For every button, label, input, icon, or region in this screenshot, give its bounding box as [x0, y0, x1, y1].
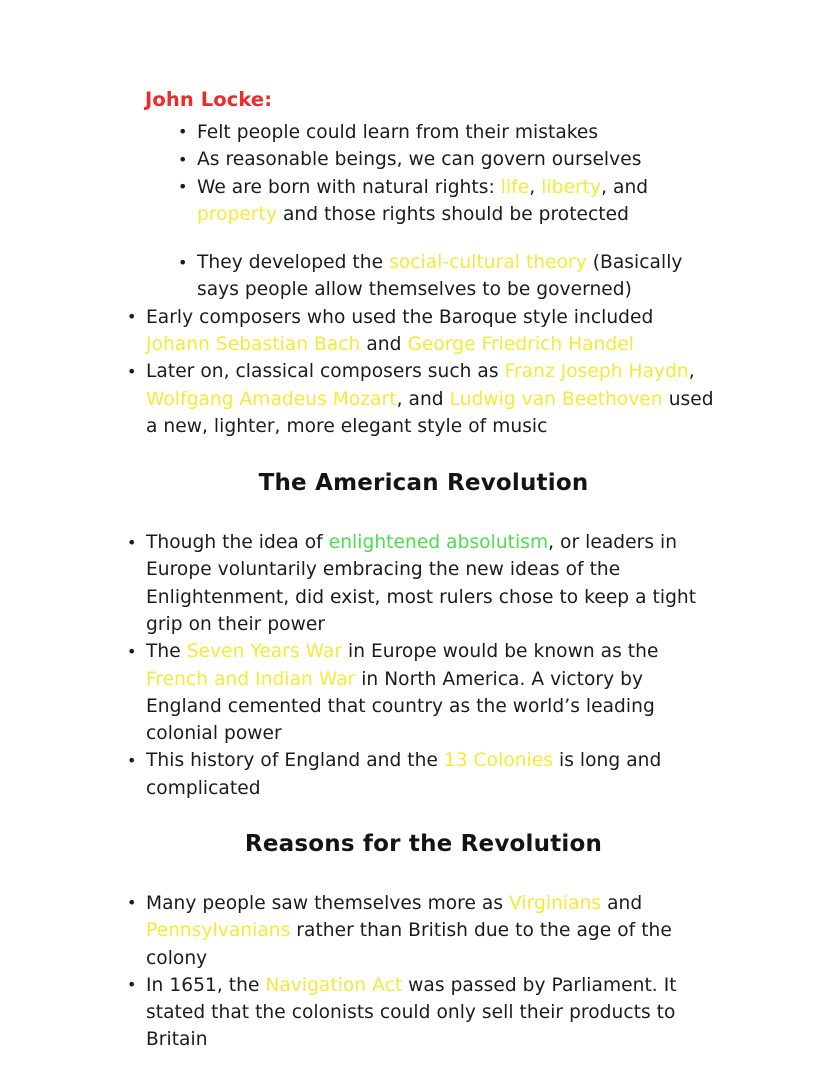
list-item-text: (Basically says people allow themselves to be governed): [197, 252, 683, 301]
heading-american-revolution: The American Revolution: [258, 470, 589, 497]
list-item: [178, 174, 720, 229]
highlighted-text: Ludwig van Beethoven: [449, 388, 663, 410]
list-item-text: in Europe would be known as the: [342, 641, 659, 663]
highlighted-text: Seven Years War: [186, 641, 343, 663]
list-item-text: The: [146, 641, 187, 663]
list-item-text: In 1651, the: [146, 974, 266, 996]
list-item: [127, 638, 720, 747]
highlighted-text: enlightened absolutism: [328, 532, 549, 554]
list-item-text: , or leaders in Europe voluntarily embracing the new ideas of the Enlightenment, did exist, most rulers chose to keep a tight grip on their power: [146, 532, 697, 635]
list-item-text: This history of England and the: [146, 750, 444, 772]
list-item-text: was passed by Parliament. It stated that the colonists could only sell their products to Britain: [146, 974, 677, 1051]
list-item: [127, 890, 720, 972]
american-revolution-bullet-list: [127, 529, 720, 802]
list-item-text: , and: [601, 176, 649, 198]
highlighted-text: social-cultural theory: [389, 252, 587, 274]
list-item: [178, 146, 720, 173]
list-item-text: and those rights should be protected: [277, 203, 629, 225]
list-item-text: used a new, lighter, more elegant style of music: [146, 388, 714, 437]
list-item-text: As reasonable beings, we can govern ourselves: [197, 149, 642, 171]
list-item: [127, 358, 720, 440]
list-item-text: Early composers who used the Baroque style included: [146, 306, 654, 328]
list-item: [127, 747, 720, 802]
spacer: [127, 228, 720, 249]
locke-bullet-list-continued: [178, 249, 720, 304]
list-item: [127, 304, 720, 359]
highlighted-text: George Friedrich Handel: [407, 334, 635, 356]
list-item-text: , and: [396, 388, 450, 410]
spacer: [127, 440, 720, 469]
reasons-bullet-list: [127, 890, 720, 1054]
list-item-text: They developed the: [197, 252, 390, 274]
list-item: [178, 119, 720, 146]
list-item-text: Many people saw themselves more as: [146, 892, 510, 914]
list-item: [178, 249, 720, 304]
highlighted-text: life: [500, 176, 530, 198]
list-item-text: ,: [688, 361, 695, 383]
list-item-text: rather than British due to the age of the colony: [146, 920, 672, 969]
list-item-text: is long and complicated: [146, 750, 662, 799]
section-title-john-locke: John Locke:: [145, 88, 273, 111]
spacer: [127, 802, 720, 830]
highlighted-text: Virginians: [509, 892, 602, 914]
list-item: [127, 972, 720, 1054]
list-item-text: We are born with natural rights:: [197, 176, 501, 198]
highlighted-text: Wolfgang Amadeus Mozart: [146, 388, 397, 410]
highlighted-text: property: [197, 203, 277, 225]
highlighted-text: Johann Sebastian Bach: [146, 334, 361, 356]
highlighted-text: Franz Joseph Haydn: [504, 361, 689, 383]
highlighted-text: Pennsylvanians: [146, 920, 291, 942]
highlighted-text: liberty: [541, 176, 602, 198]
list-item-text: and: [601, 892, 643, 914]
music-bullet-list: [127, 304, 720, 440]
highlighted-text: French and Indian War: [146, 668, 356, 690]
highlighted-text: 13 Colonies: [443, 750, 554, 772]
list-item-text: Though the idea of: [146, 532, 329, 554]
list-item-text: ,: [529, 176, 542, 198]
locke-bullet-list: [178, 119, 720, 228]
list-item-text: in North America. A victory by England cemented that country as the world’s leading colonial power: [146, 668, 655, 745]
list-item-text: Later on, classical composers such as: [146, 361, 505, 383]
list-item-text: and: [360, 334, 408, 356]
spacer: [127, 860, 720, 890]
spacer: [127, 499, 720, 529]
list-item: [127, 529, 720, 638]
heading-reasons-for-the-revolution: Reasons for the Revolution: [244, 831, 603, 858]
list-item-text: Felt people could learn from their mistakes: [197, 121, 599, 143]
highlighted-text: Navigation Act: [265, 974, 403, 996]
